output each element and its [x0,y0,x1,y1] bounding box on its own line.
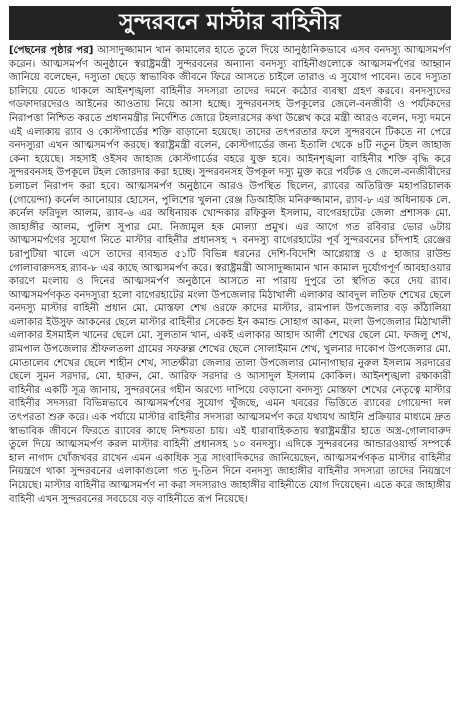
article-body [9,44,451,506]
continuation-kicker: [পেছনের পৃষ্ঠার পর] [9,45,94,56]
article-text: আসাদুজ্জামান খান কামালের হাতে তুলে দিয়ে আনুষ্ঠানিকভাবে এসব বনদস্যু আত্মসমর্পণ করেন। আত্মসমর্পণ অনুষ্ঠানে স্বরাষ্ট্রমন্ত্রী সুন্দরবনের অন্যান্য বনদস্যু বাহিনীগুলোকে আত্মসমর্পণের আহ্বান জানিয়ে বলেছেন, দস্যুতা ছেড়ে স্বাভাবিক জীবনে ফিরে আসতে চাইলে তারাও এ সুযোগ পাবেন। তবে দস্যুতা চালিয়ে যেতে থাকলে আইনশৃঙ্খলা বাহিনীর সদস্যরা তাদের দমনে কঠোর ব্যবস্থা গ্রহণ করবে। বনদস্যুদের গডফাদারদেরও আইনের আওতায় নিয়ে আসা হচ্ছে। সুন্দরবনসহ উপকূলের জেলে-বনজীবী ও পর্যটকদের নিরাপত্তা নিশ্চিত করতে প্রধানমন্ত্রীর নির্দেশিত জোরে টহলারসের কথা উল্লেখ করে মন্ত্রী আরও বলেন, দস্যু দমনে এই এলাকায় র‌্যাব ও কোস্টগার্ডের শক্তি বাড়ানো হয়েছে। তাদের তৎপরতার ফলে সুন্দরবনে টিকতে না পেরে বনদস্যুরা এখন আত্মসমর্পণ করছে। স্বরাষ্ট্রমন্ত্রী বলেন, কোস্টগার্ডের জন্য ইতালি থেকে ৪টি নতুন টহল জাহাজ কেনা হয়েছে। সহসাই ওইসব জাহাজ কোস্টগার্ডের বহরে যুক্ত হবে। আইনশৃঙ্খলা বাহিনীর শক্তি বৃদ্ধি করে সুন্দরবনসহ উপকূলে টহল জোরদার করা হচ্ছে। সুন্দরবনসহ উপকূল দস্যু মুক্ত করে পর্যটক ও জেলে-বনজীবীদের চলাচল নিরাপদ করা হবে। আত্মসমর্পণ অনুষ্ঠানে আরও উপস্থিত ছিলেন, র‌্যাবের অতিরিক্ত মহাপরিচালক (গোয়েন্দা) কর্নেল আনোয়ার হোসেন, পুলিশের খুলনা রেঞ্জ ডিআইজি মনিরুজ্জামান, র‌্যাব-৮ এর অধিনায়ক লে. কর্নেল ফরিদুল আলম, র‌্যাব-৬ এর অধিনায়ক খোন্দকার রফিকুল ইসলাম, বাগেরহাটের জেলা প্রশাসক মো. জাহাঙ্গীর আলম, পুলিশ সুপার মো. নিজামুল হক মোল্যা প্রমুখ। এর আগে গত রবিবার ভোর ৬টায় আত্মসমর্পণের সুযোগ নিতে মাস্টার বাহিনীর প্রধানসহ ৭ বনদস্যু বাগেরহাটের পূর্ব সুন্দরবনের চাঁদপাই রেঞ্জের চরাপুটিয়া খালে এসে তাদের ব্যবহৃত ৫১টি বিভিন্ন ধরনের দেশি-বিদেশি আগ্নেয়াস্ত্র ও ৫ হাজার রাউন্ড গোলাবারুদসহ র‌্যাব-৮ এর কাছে আত্মসমর্পণ করে। স্বরাষ্ট্রমন্ত্রী আসাদুজ্জামান খান কামাল দুর্যোগপূর্ণ আবহাওয়ার কারণে মংলায় ও দিনের আত্মসমর্পণ অনুষ্ঠানে আসতে না পারায় দুপুরে তা স্থগিত করে দেয় র‌্যাব। আত্মসমর্পণকৃত বনদস্যুরা হলো বাগেরহাটের মংলা উপজেলার মিঠাখালী এলাকার আবদুল লতিফ শেখের ছেলে বনদস্যু মাস্টার বাহিনী প্রধান মো. মোস্তফা শেখ ওরফে কাদের মাস্টার, রামপাল উপজেলার বড় কাঁঠালিয়া এলাকার ইউসুফ আকনের ছেলে মাস্টার বাহিনীর সেকেন্ড ইন কমান্ড সোহাগ আকন, মংলা উপজেলার মিঠাখালী এলাকার ইসমাইল খানের ছেলে মো. সুলতান খান, একই এলাকার আহাদ আলী শেখের ছেলে মো. ফজলু শেখ, রামপাল উপজেলার শ্রীফলতলা গ্রামের সফরুল্ল শেখের ছেলে সোলাইমান শেখ, খুলনার দাকোপ উপজেলার মো. মোতালেব শেখের ছেলে শাহীন শেখ, সাতক্ষীরা জেলার তালা উপজেলার মোনাগাছার নুরুল ইসলাম সরদারের ছেলে সুমন সরদার, মো. হারুন, মো. আরিফ সরদার ও আসাদুল ইসলাম কোকিল। আইনশৃঙ্খলা রক্ষাকারী বাহিনীর একটি সূত্র জানায়, সুন্দরবনের গহীন অরণ্যে দাপিয়ে বেড়ানো বনদস্যু মোস্তফা শেখের নেতৃত্বে মাস্টার বাহিনীর সদস্যরা বিভিন্নভাবে আত্মসমর্পণের সুযোগ খুঁজছে, এমন খবরের ভিত্তিতে র‌্যাবের গোয়েন্দা দল তৎপরতা শুরু করে। এক পর্যায়ে মাস্টার বাহিনীর সদস্যরা আত্মসমর্পণ করে যথাযথ আইনি প্রক্রিয়ার মাধ্যমে দ্রুত স্বাভাবিক জীবনে ফিরতে র‌্যাবের কাছে নিশ্চয়তা চায়। এই ধারাবাহিকতায় স্বরাষ্ট্রমন্ত্রীর হাতে অস্ত্র-গোলাবারুদ তুলে দিয়ে আত্মসমর্পণ করল মাস্টার বাহিনী প্রধানসহ ১০ বনদস্যু। এদিকে সুন্দরবনের আন্ডারওয়ার্ল্ড সম্পর্কে হাল নাগাদ খোঁজখবর রাখেন এমন একাধিক সূত্র সাংবাদিকদের জানিয়েছেন, আত্মসমর্পণকৃত মাস্টার বাহিনীর নিয়ন্ত্রণে থাকা সুন্দরবনের এলাকাগুলো গত দু-তিন দিনে বনদস্যু জাহাঙ্গীর বাহিনীর সদস্যরা তাদের নিয়ন্ত্রণে নিয়েছে। মাস্টার বাহিনীর আত্মসমর্পণ না করা সদস্যরাও জাহাঙ্গীর বাহিনীতে যোগ দিয়েছেন। এতে করে জাহাঙ্গীর বাহিনী এখন সুন্দরবনের সবচেয়ে বড় বাহিনীতে রূপ নিয়েছে। [9,45,451,505]
headline: সুন্দরবনে মাস্টার বাহিনীর [119,10,341,35]
headline-bar [9,6,451,40]
